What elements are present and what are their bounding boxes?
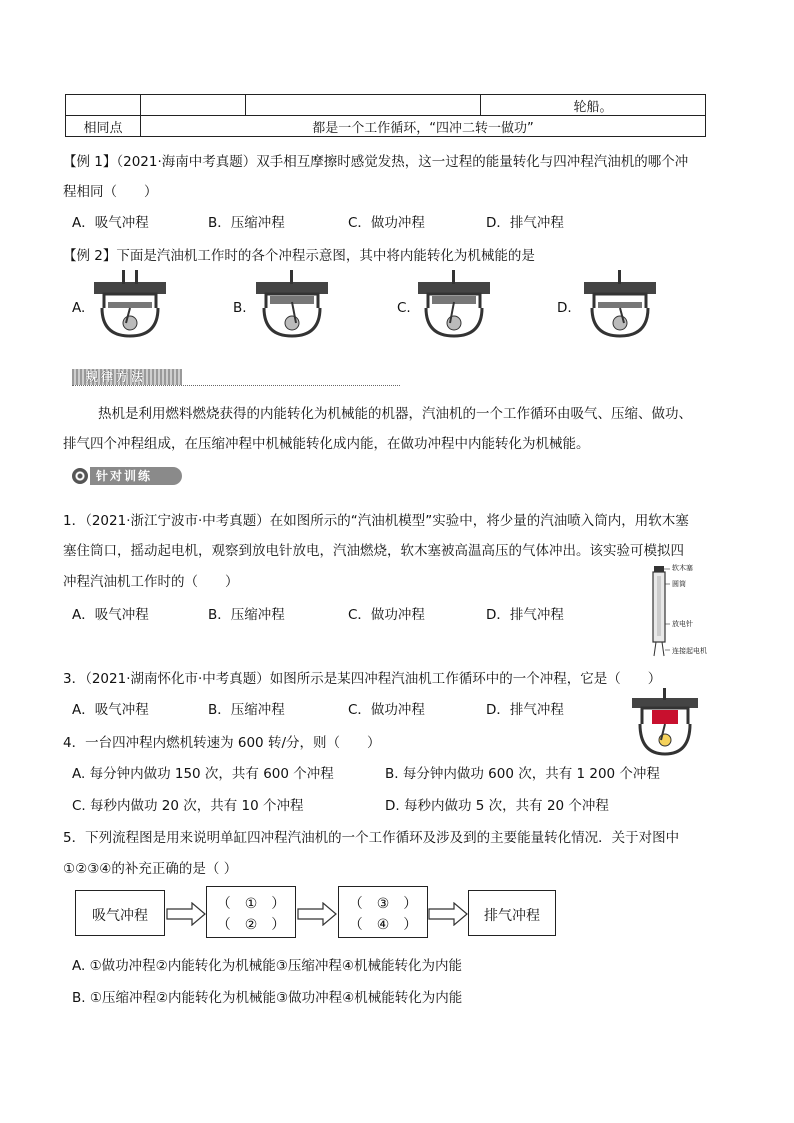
q3-option-b: B．压缩冲程 xyxy=(208,702,285,718)
flow-box-intake-label: 吸气冲程 xyxy=(92,908,148,924)
figure-label-generator: 连接起电机 xyxy=(672,647,707,655)
table-cell xyxy=(246,95,481,116)
example2-option-d: D. xyxy=(557,300,572,316)
flow-arrow-1 xyxy=(166,902,206,926)
example1-option-a: A．吸气冲程 xyxy=(72,215,149,231)
engine-diagram-a xyxy=(90,268,170,338)
target-icon xyxy=(72,468,88,484)
flow-box-intake xyxy=(75,890,165,936)
example1-line2: 程相同（ ） xyxy=(63,184,158,200)
q1-option-d: D．排气冲程 xyxy=(486,607,564,623)
q3-line1: 3．（2021·湖南怀化市·中考真题）如图所示是某四冲程汽油机工作循环中的一个冲程，它是（ ） xyxy=(63,671,662,687)
table-head-cell: 相同点 xyxy=(66,116,141,137)
q5-option-b: B. ①压缩冲程②内能转化为机械能③做功冲程④机械能转化为内能 xyxy=(72,990,463,1006)
figure-label-spark-needle: 放电针 xyxy=(672,620,693,628)
banner-rule xyxy=(72,385,400,386)
method-banner-label: 规律方法 xyxy=(86,370,147,384)
table-cell: 都是一个工作循环，“四冲二转一做功” xyxy=(141,116,706,137)
flow-box-exhaust xyxy=(468,890,556,936)
flow-box-step12 xyxy=(206,886,296,938)
table-cell xyxy=(66,95,141,116)
flow-box-blank-2: （ ② ） xyxy=(216,917,286,933)
flow-box-blank-3: （ ③ ） xyxy=(348,896,418,912)
table-cell xyxy=(141,95,246,116)
engine-diagram-c xyxy=(414,268,494,338)
example1-line1: 【例 1】（2021·海南中考真题）双手相互摩擦时感觉发热，这一过程的能量转化与四冲程汽油机的哪个冲 xyxy=(63,154,689,170)
training-banner-label: 针对训练 xyxy=(90,467,182,485)
method-line1: 热机是利用燃料燃烧获得的内能转化为机械能的机器，汽油机的一个工作循环由吸气、压缩、做功、 xyxy=(98,406,692,422)
summary-table xyxy=(65,94,706,137)
example1-option-c: C．做功冲程 xyxy=(348,215,425,231)
example2-option-b: B. xyxy=(233,300,247,316)
q1-option-c: C．做功冲程 xyxy=(348,607,425,623)
q5-option-a: A. ①做功冲程②内能转化为机械能③压缩冲程④机械能转化为内能 xyxy=(72,958,462,974)
example2-line1: 【例 2】下面是汽油机工作时的各个冲程示意图，其中将内能转化为机械能的是 xyxy=(63,248,535,264)
q4-line1: 4．一台四冲程内燃机转速为 600 转/分，则（ ） xyxy=(63,735,381,751)
flow-box-blank-4: （ ④ ） xyxy=(348,917,418,933)
q1-option-a: A．吸气冲程 xyxy=(72,607,149,623)
q4-option-c: C. 每秒内做功 20 次，共有 10 个冲程 xyxy=(72,798,304,814)
q1-line1: 1．（2021·浙江宁波市·中考真题）在如图所示的“汽油机模型”实验中，将少量的汽油喷入筒内，用软木塞 xyxy=(63,513,689,529)
example2-option-a: A. xyxy=(72,300,86,316)
method-line2: 排气四个冲程组成，在压缩冲程中机械能转化成内能，在做功冲程中内能转化为机械能。 xyxy=(63,436,590,452)
q3-option-c: C．做功冲程 xyxy=(348,702,425,718)
flow-box-blank-1: （ ① ） xyxy=(216,896,286,912)
q1-figure-cylinder xyxy=(648,566,724,658)
example1-option-b: B．压缩冲程 xyxy=(208,215,285,231)
q5-line2: ①②③④的补充正确的是（ ） xyxy=(63,861,238,877)
example2-option-c: C. xyxy=(397,300,411,316)
figure-label-tube: 圆筒 xyxy=(672,580,686,588)
q5-line1: 5．下列流程图是用来说明单缸四冲程汽油机的一个工作循环及涉及到的主要能量转化情况．关于对图中 xyxy=(63,830,680,846)
figure-label-cork: 软木塞 xyxy=(672,564,693,572)
q4-option-a: A. 每分钟内做功 150 次，共有 600 个冲程 xyxy=(72,766,334,782)
q1-option-b: B．压缩冲程 xyxy=(208,607,285,623)
q3-option-a: A．吸气冲程 xyxy=(72,702,149,718)
flow-arrow-2 xyxy=(297,902,337,926)
example1-option-d: D．排气冲程 xyxy=(486,215,564,231)
table-row xyxy=(66,116,706,137)
method-banner xyxy=(72,366,400,386)
engine-diagram-b xyxy=(252,268,332,338)
q3-option-d: D．排气冲程 xyxy=(486,702,564,718)
flow-box-step34 xyxy=(338,886,428,938)
q1-line2: 塞住筒口，摇动起电机，观察到放电针放电，汽油燃烧，软木塞被高温高压的气体冲出。该实验可模拟四 xyxy=(63,543,684,559)
table-cell: 轮船。 xyxy=(481,95,706,116)
q4-option-d: D. 每秒内做功 5 次，共有 20 个冲程 xyxy=(385,798,609,814)
flow-arrow-3 xyxy=(428,902,468,926)
flow-box-exhaust-label: 排气冲程 xyxy=(484,908,540,924)
q3-engine-diagram xyxy=(630,688,700,756)
engine-diagram-d xyxy=(580,268,660,338)
table-row xyxy=(66,95,706,116)
q1-line3: 冲程汽油机工作时的（ ） xyxy=(63,574,239,590)
q4-option-b: B. 每分钟内做功 600 次，共有 1 200 个冲程 xyxy=(385,766,660,782)
